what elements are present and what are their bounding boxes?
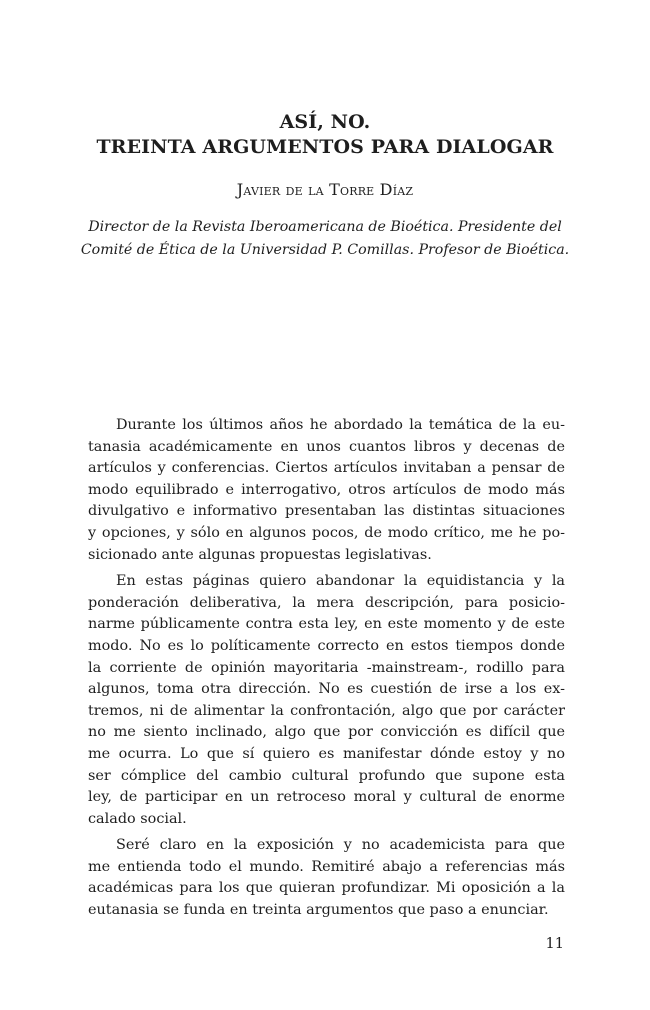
paragraph-line: divulgativo e informativo presentaban las distintas situaciones bbox=[88, 503, 565, 520]
paragraph-line: modo equilibrado e interrogativo, otros artículos de modo más bbox=[88, 481, 565, 498]
paragraph-line: tanasia académicamente en unos cuantos libros y decenas de bbox=[88, 438, 565, 455]
page-number: 11 bbox=[545, 936, 564, 952]
paragraph-line: ponderación deliberativa, la mera descripción, para posicio- bbox=[88, 594, 565, 611]
paragraph bbox=[88, 835, 565, 921]
paragraph-line: la corriente de opinión mayoritaria -mainstream-, rodillo para bbox=[88, 659, 565, 676]
body-text bbox=[88, 415, 565, 927]
paragraph-line: no me siento inclinado, algo que por convicción es difícil que bbox=[88, 724, 565, 741]
author-name: Javier de la Torre Díaz bbox=[236, 180, 414, 199]
paragraph-line: algunos, toma otra dirección. No es cuestión de irse a los ex- bbox=[88, 681, 565, 698]
paragraph-line: me ocurra. Lo que sí quiero es manifestar dónde estoy y no bbox=[88, 745, 565, 762]
paragraph-line: me entienda todo el mundo. Remitiré abajo a referencias más bbox=[88, 858, 565, 875]
paragraph-line: calado social. bbox=[88, 810, 187, 827]
paragraph-line: ser cómplice del cambio cultural profundo que supone esta bbox=[88, 767, 565, 784]
affiliation-line-2: Comité de Ética de la Universidad P. Comillas. Profesor de Bioética. bbox=[80, 242, 570, 258]
paragraph-line: narme públicamente contra esta ley, en este momento y de este bbox=[88, 616, 565, 633]
paragraph-line: En estas páginas quiero abandonar la equidistancia y la bbox=[116, 573, 565, 590]
paragraph-line: eutanasia se funda en treinta argumentos que paso a enunciar. bbox=[88, 902, 549, 919]
paragraph-line: sicionado ante algunas propuestas legislativas. bbox=[88, 546, 432, 563]
paragraph-line: modo. No es lo políticamente correcto en estos tiempos donde bbox=[88, 637, 565, 654]
chapter-title-line-1: ASÍ, NO. bbox=[279, 111, 371, 133]
paragraph-line: académicas para los que quieran profundizar. Mi oposición a la bbox=[88, 880, 565, 897]
paragraph-line: Durante los últimos años he abordado la temática de la eu- bbox=[116, 417, 565, 433]
paragraph-line: artículos y conferencias. Ciertos artículos invitaban a pensar de bbox=[88, 460, 565, 477]
chapter-title-line-2: TREINTA ARGUMENTOS PARA DIALOGAR bbox=[96, 136, 554, 158]
paragraph bbox=[88, 415, 565, 566]
paragraph-line: y opciones, y sólo en algunos pocos, de modo crítico, me he po- bbox=[88, 524, 565, 541]
paragraph-line: Seré claro en la exposición y no academicista para que bbox=[116, 837, 565, 854]
paragraph-line: tremos, ni de alimentar la confrontación, algo que por carácter bbox=[88, 702, 565, 719]
paragraph bbox=[88, 571, 565, 830]
paragraph-line: ley, de participar en un retroceso moral y cultural de enorme bbox=[88, 789, 565, 806]
author-affiliation bbox=[40, 216, 610, 262]
affiliation-line-1: Director de la Revista Iberoamericana de Bioética. Presidente del bbox=[88, 219, 562, 235]
